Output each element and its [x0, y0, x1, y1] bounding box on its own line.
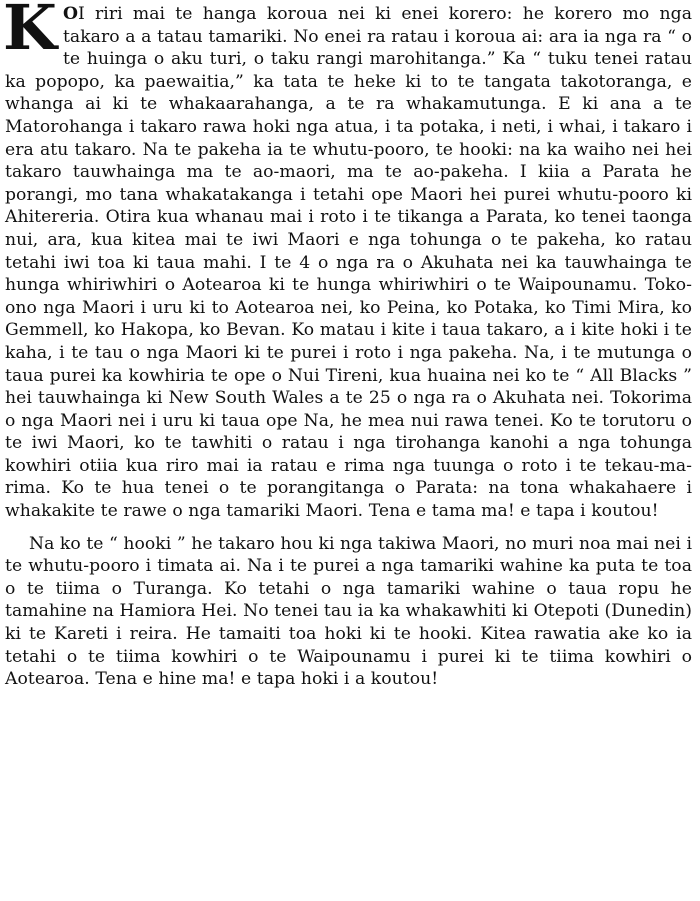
- paragraph-1-body: I riri mai te hanga koroua nei ki enei korero: he korero mo nga takaro a a tatau tamariki. No enei ra ratau i koroua ai: ara ia nga ra “ o te huinga o aku turi, o taku rangi marohitanga.” Ka “ tuku tenei ratau ka popopo, ka paewaitia,” ka tata te heke ki to te tangata takotoranga, e whanga ai ki te whakaarahanga, a te ra whakamutunga. E ki ana a te Matorohanga i takaro rawa hoki nga atua, i ta potaka, i neti, i whai, i takaro i era atu takaro. Na te pakeha ia te whutu-pooro, te hooki: na ka waiho nei hei takaro tauwhainga ma te ao-maori, ma te ao-pakeha. I kiia a Parata he porangi, mo tana whakatakanga i tetahi ope Maori hei purei whutu-pooro ki Ahitereria. Otira kua whanau mai i roto i te tikanga a Parata, ko tenei taonga nui, ara, kua kitea mai te iwi Maori e nga tohunga o te pakeha, ko ratau tetahi iwi toa ki taua mahi. I te 4 o nga ra o Akuhata nei ka tauwhainga te hunga whiriwhiri o Aotearoa ki te hunga whiriwhiri o te Waipounamu. Toko-ono nga Maori i uru ki to Aotearoa nei, ko Peina, ko Potaka, ko Timi Mira, ko Gemmell, ko Hakopa, ko Bevan. Ko matau i kite i taua takaro, a i kite hoki i te kaha, i te tau o nga Maori ki te purei i roto i nga pakeha. Na, i te mutunga o taua purei ka kowhiria te ope o Nui Tireni, kua huaina nei ko te “ All Blacks ” hei tauwhainga ki New South Wales a te 25 o nga ra o Akuhata nei. Tokorima o nga Maori nei i uru ki taua ope Na, he mea nui rawa tenei. Ko te torutoru o te iwi Maori, ko te tawhiti o ratau i nga tirohanga kanohi a nga tohunga kowhiri otiia kua riro mai ia ratau e rima nga tuunga o roto i te tekau-ma-rima. Ko te hua tenei o te porangitanga o Parata: na tona whakahaere i whakakite te rawe o nga tamariki Maori. Tena e tama ma! e tapa i koutou!: [5, 4, 692, 522]
- drop-cap-initial: K: [3, 0, 57, 64]
- article-paragraph-1: [5, 0, 692, 523]
- paragraph-2-body: Na ko te “ hooki ” he takaro hou ki nga takiwa Maori, no muri noa mai nei i te whutu-pooro i timata ai. Na i te purei a nga tamariki wahine ka puta te toa o te tiima o Turanga. Ko tetahi o nga tamariki wahine o taua ropu he tamahine na Hamiora Hei. No tenei tau ia ka whakawhiti ki Otepoti (Dunedin) ki te Kareti i reira. He tamaiti toa hoki ki te hooki. Kitea rawatia ake ko ia tetahi o te tiima kowhiri o te Waipounamu i purei ki te tiima kowhiri o Aotearoa. Tena e hine ma! e tapa hoki i a koutou!: [5, 533, 692, 690]
- document-page: [5, 0, 692, 901]
- article-paragraph-2: [5, 533, 692, 691]
- paragraph-lead-in: O: [62, 4, 78, 24]
